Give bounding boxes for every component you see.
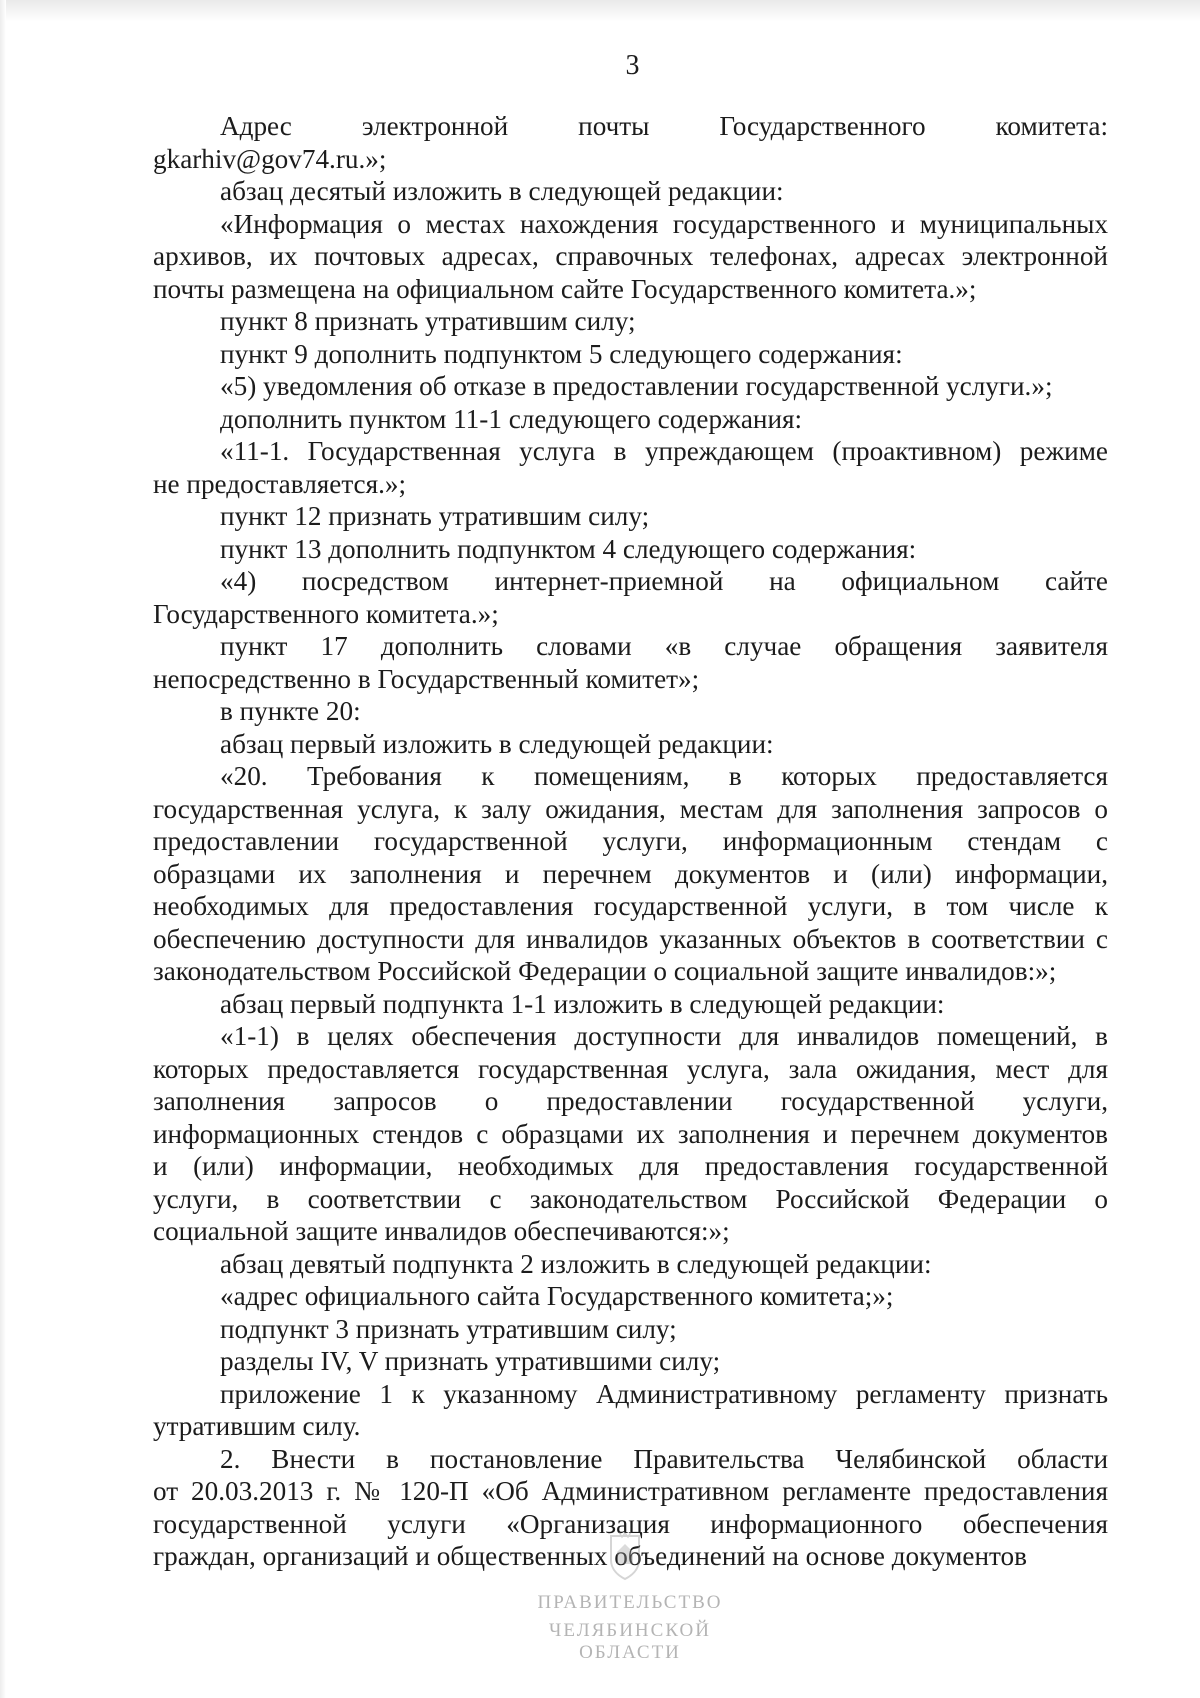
paragraph-line: Государственного комитета.»;: [153, 598, 499, 629]
paragraph-line: утратившим силу.: [153, 1411, 361, 1441]
government-seal: [510, 1532, 750, 1662]
paragraph-line: граждан, организаций и общественных объединений на основе документов: [153, 1541, 1027, 1571]
paragraph-first-line: пункт 9 дополнить подпунктом 5 следующего содержания:: [220, 338, 903, 369]
coat-of-arms-icon: [605, 1532, 645, 1582]
paragraph-first-line: «11-1. Государственная услуга в упреждающем (проактивном) режиме: [220, 436, 1108, 466]
paragraph-first-line: пункт 17 дополнить словами «в случае обращения заявителя: [220, 631, 1108, 661]
paragraph-first-line: «20. Требования к помещениям, в которых предоставляется: [220, 761, 1108, 791]
paragraph-first-line: «Информация о местах нахождения государственного и муниципальных: [220, 208, 1108, 239]
paragraph-line: архивов, их почтовых адресах, справочных телефонах, адресах электронной: [153, 241, 1108, 271]
paragraph-first-line: абзац десятый изложить в следующей редакции:: [220, 176, 784, 206]
paragraph-first-line: «4) посредством интернет-приемной на официальном сайте: [220, 566, 1108, 596]
paragraph-line: непосредственно в Государственный комитет»;: [153, 663, 700, 694]
paragraph-line: образцами их заполнения и перечнем документов и (или) информации,: [153, 858, 1108, 889]
paragraph-first-line: 2. Внести в постановление Правительства Челябинской области: [220, 1443, 1108, 1474]
paragraph-first-line: «адрес официального сайта Государственного комитета;»;: [220, 1281, 894, 1311]
paragraph-first-line: разделы IV, V признать утратившими силу;: [220, 1346, 721, 1376]
seal-text-line-1: ПРАВИТЕЛЬСТВО: [537, 1592, 723, 1613]
paragraph-line: услуги, в соответствии с законодательством Российской Федерации о: [153, 1183, 1108, 1214]
paragraph-line: государственная услуга, к залу ожидания, местам для заполнения запросов о: [153, 793, 1108, 824]
paragraph-first-line: дополнить пунктом 11-1 следующего содержания:: [220, 403, 803, 434]
paragraph-first-line: пункт 13 дополнить подпунктом 4 следующего содержания:: [220, 533, 917, 564]
paragraph-first-line: «1-1) в целях обеспечения доступности для инвалидов помещений, в: [220, 1021, 1108, 1051]
scan-edge-left: [0, 0, 6, 1698]
paragraph-line: которых предоставляется государственная услуга, зала ожидания, мест для: [153, 1053, 1108, 1084]
paragraph-line: необходимых для предоставления государственной услуги, в том числе к: [153, 891, 1108, 921]
paragraph-first-line: подпункт 3 признать утратившим силу;: [220, 1313, 677, 1344]
paragraph-first-line: пункт 8 признать утратившим силу;: [220, 306, 636, 336]
paragraph-line: законодательством Российской Федерации о социальной защите инвалидов:»;: [153, 956, 1057, 986]
paragraph-first-line: абзац первый изложить в следующей редакции:: [220, 728, 774, 759]
paragraph-line: социальной защите инвалидов обеспечиваются:»;: [153, 1216, 730, 1246]
paragraph-first-line: в пункте 20:: [220, 696, 361, 726]
paragraph-first-line: пункт 12 признать утратившим силу;: [220, 501, 650, 531]
paragraph-line: заполнения запросов о предоставлении государственной услуги,: [153, 1086, 1108, 1116]
paragraph-first-line: приложение 1 к указанному Административному регламенту признать: [220, 1378, 1108, 1409]
paragraph-line: почты размещена на официальном сайте Государственного комитета.»;: [153, 273, 977, 304]
seal-text-line-2: ЧЕЛЯБИНСКОЙ ОБЛАСТИ: [549, 1620, 711, 1663]
paragraph-line: государственной услуги «Организация информационного обеспечения: [153, 1508, 1108, 1539]
page-number: 3: [625, 50, 640, 81]
paragraph-line: gkarhiv@gov74.ru.»;: [153, 143, 387, 174]
paragraph-line: не предоставляется.»;: [153, 468, 407, 499]
paragraph-first-line: «5) уведомления об отказе в предоставлении государственной услуги.»;: [220, 371, 1053, 401]
paragraph-line: информационных стендов с образцами их заполнения и перечнем документов: [153, 1118, 1108, 1149]
paragraph-line: обеспечению доступности для инвалидов указанных объектов в соответствии с: [153, 923, 1108, 954]
paragraph-first-line: Адрес электронной почты Государственного комитета:: [220, 111, 1108, 141]
scan-edge-top: [0, 0, 1200, 22]
paragraph-line: и (или) информации, необходимых для предоставления государственной: [153, 1151, 1108, 1181]
paragraph-first-line: абзац первый подпункта 1-1 изложить в следующей редакции:: [220, 988, 945, 1019]
paragraph-first-line: абзац девятый подпункта 2 изложить в следующей редакции:: [220, 1248, 932, 1279]
paragraph-line: предоставлении государственной услуги, информационным стендам с: [153, 826, 1108, 856]
paragraph-line: от 20.03.2013 г. № 120-П «Об Административном регламенте предоставления: [153, 1476, 1108, 1506]
document-body: [153, 110, 1108, 1573]
